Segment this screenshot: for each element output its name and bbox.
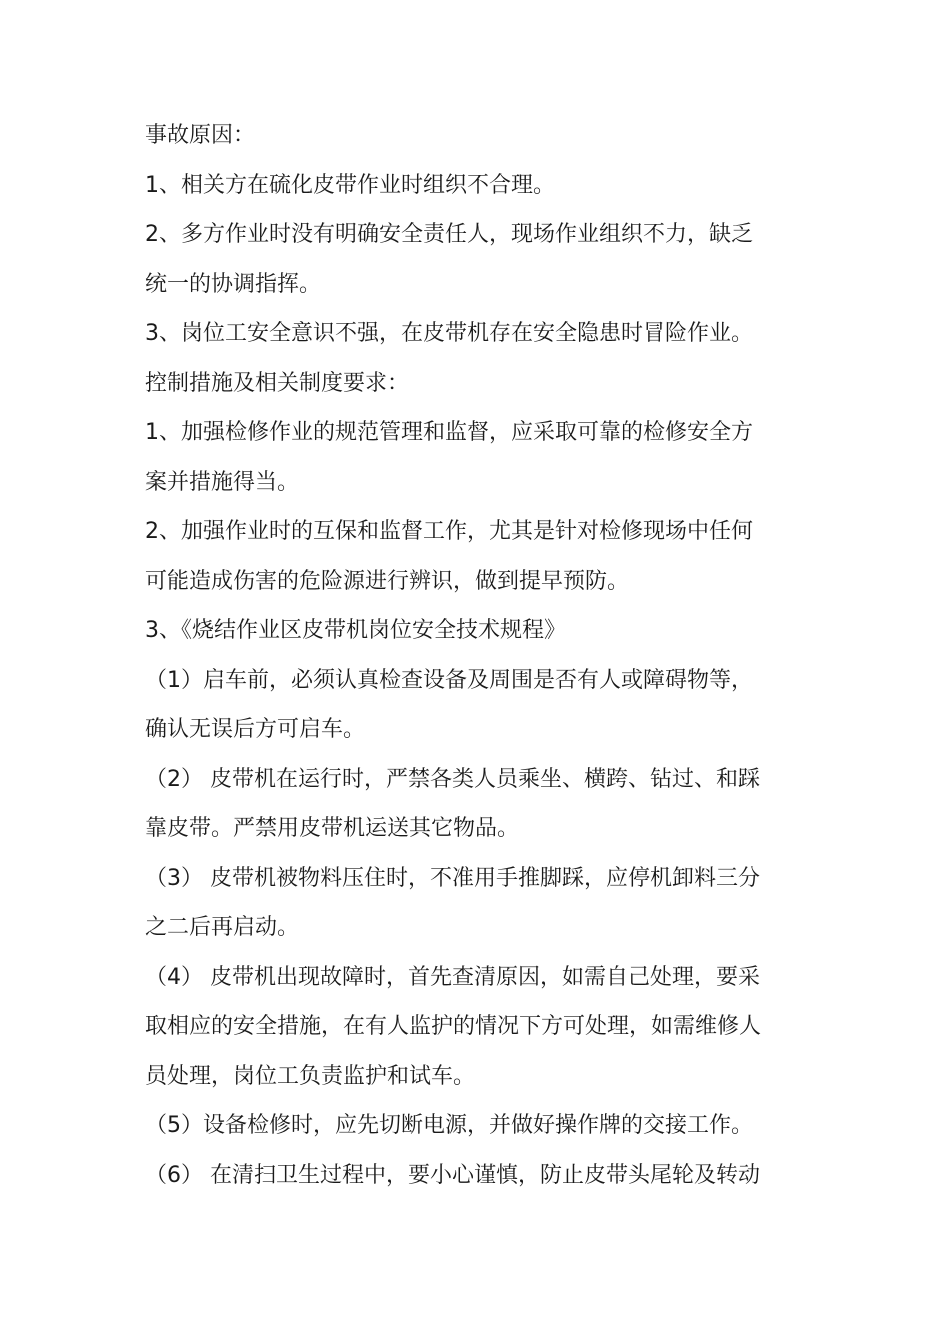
rule-item-4-cont-2: 员处理，岗位工负责监护和试车。 — [145, 1063, 476, 1089]
rule-item-2: （2） 皮带机在运行时，严禁各类人员乘坐、横跨、钻过、和踩 — [145, 766, 760, 792]
cause-item-2: 2、多方作业时没有明确安全责任人，现场作业组织不力，缺乏 — [145, 222, 753, 247]
rule-item-4: （4） 皮带机出现故障时，首先查清原因，如需自己处理，要采 — [145, 964, 760, 990]
rule-item-4-cont-1: 取相应的安全措施，在有人监护的情况下方可处理，如需维修人 — [145, 1014, 762, 1039]
measure-item-1: 1、加强检修作业的规范管理和监督，应采取可靠的检修安全方 — [145, 420, 753, 445]
measure-item-2-cont: 可能造成伤害的危险源进行辨识，做到提早预防。 — [145, 568, 630, 594]
rule-item-5: （5）设备检修时，应先切断电源，并做好操作牌的交接工作。 — [145, 1113, 753, 1138]
rule-item-1: （1）启车前，必须认真检查设备及周围是否有人或障碍物等， — [145, 667, 753, 693]
measure-item-1-cont: 案并措施得当。 — [145, 469, 300, 495]
rule-item-3: （3） 皮带机被物料压住时，不准用手推脚踩，应停机卸料三分 — [145, 865, 760, 891]
rule-item-1-cont: 确认无误后方可启车。 — [145, 717, 366, 742]
heading-control-measures: 控制措施及相关制度要求： — [145, 370, 410, 396]
rule-item-3-cont: 之二后再启动。 — [145, 915, 300, 940]
measure-item-2: 2、加强作业时的互保和监督工作，尤其是针对检修现场中任何 — [145, 519, 753, 544]
rule-item-6: （6） 在清扫卫生过程中，要小心谨慎，防止皮带头尾轮及转动 — [145, 1162, 760, 1188]
cause-item-2-cont: 统一的协调指挥。 — [145, 271, 322, 297]
measure-item-3: 3、《烧结作业区皮带机岗位安全技术规程》 — [145, 618, 566, 643]
rule-item-2-cont: 靠皮带。严禁用皮带机运送其它物品。 — [145, 816, 520, 841]
document-body — [145, 111, 810, 1200]
heading-accident-causes: 事故原因： — [145, 123, 256, 148]
cause-item-3: 3、岗位工安全意识不强，在皮带机存在安全隐患时冒险作业。 — [145, 321, 753, 346]
cause-item-1: 1、相关方在硫化皮带作业时组织不合理。 — [145, 172, 555, 198]
